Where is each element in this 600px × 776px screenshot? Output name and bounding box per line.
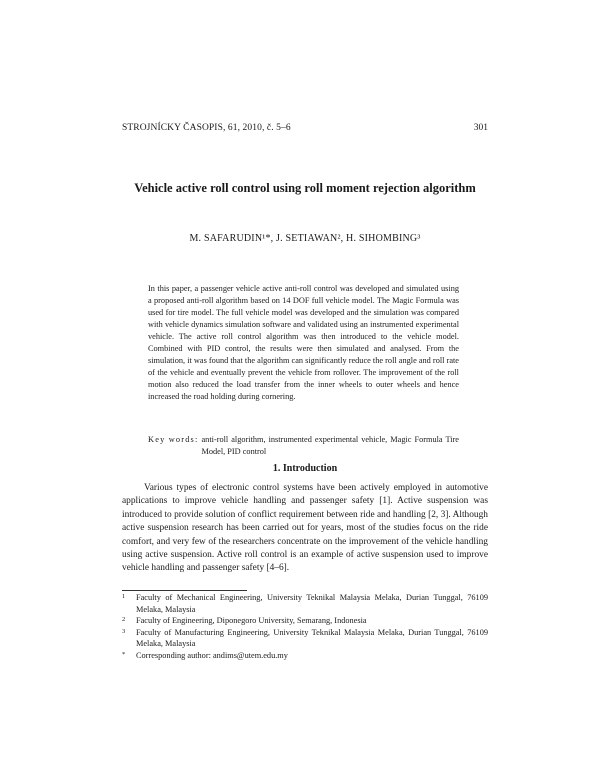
footnote-text: Corresponding author: andims@utem.edu.my (136, 650, 288, 660)
abstract (148, 283, 459, 403)
section-heading-introduction: 1. Introduction (272, 463, 338, 474)
footnote-text: Faculty of Mechanical Engineering, University Teknikal Malaysia Melaka, Durian Tunggal, 76109 Melaka, Malaysia (136, 593, 488, 614)
footnotes (122, 592, 488, 661)
abstract-text: In this paper, a passenger vehicle active anti-roll control was developed and simulated using a proposed anti-roll algorithm based on 14 DOF full vehicle model. The Magic Formula was used for tire model. The full vehicle model was developed and the simulation was compared with vehicle dynamics simulation software and validated using an instrumented experimental vehicle. The active roll control algorithm was then introduced to the vehicle model. Combined with PID control, the results were then simulated and analysed. From the simulation, it was found that the algorithm can significantly reduce the roll angle and roll rate of the vehicle and eventually prevent the vehicle from rollover. The improvement of the roll motion also reduced the load transfer from the inner wheels to outer wheels and hence increased the road holding during cornering. (148, 284, 459, 401)
footnote-item (122, 592, 488, 615)
footnote-divider (122, 590, 247, 591)
journal-citation: STROJNÍCKY ČASOPIS, 61, 2010, č. 5–6 (122, 123, 291, 133)
footnote-item (122, 650, 488, 662)
footnote-item (122, 627, 488, 650)
keywords (148, 434, 459, 458)
keywords-text: anti-roll algorithm, instrumented experimental vehicle, Magic Formula Tire Model, PID control (201, 435, 459, 456)
footnote-mark: 1 (122, 593, 126, 600)
footnote-mark: 2 (122, 616, 126, 623)
footnote-text: Faculty of Engineering, Diponegoro University, Semarang, Indonesia (136, 616, 367, 625)
footnote-item (122, 615, 488, 627)
keywords-label: Key words: (148, 435, 199, 444)
running-header (122, 123, 488, 133)
page-number: 301 (473, 123, 488, 133)
author-list: M. SAFARUDIN¹*, J. SETIAWAN², H. SIHOMBING³ (189, 233, 421, 244)
footnote-mark: 3 (122, 627, 126, 635)
paper-title: Vehicle active roll control using roll moment rejection algorithm (134, 181, 476, 195)
footnote-mark: * (122, 650, 126, 658)
footnote-text: Faculty of Manufacturing Engineering, University Teknikal Malaysia Melaka, Durian Tunggal, 76109 Melaka, Malaysia (136, 627, 488, 648)
introduction-paragraph: Various types of electronic control systems have been actively employed in automotive applications to improve vehicle handling and passenger safety [1]. Active suspension was introduced to provide solution of conflict requirement between ride and handling [2, 3]. Although active suspension research has been carried out for years, most of the studies focus on the ride comfort, and very few of the researchers concentrate on the improvement of the vehicle handling using active suspension. Active roll control is an example of active suspension used to improve vehicle handling and passenger safety [4–6]. (122, 483, 488, 574)
introduction-body (122, 482, 488, 576)
